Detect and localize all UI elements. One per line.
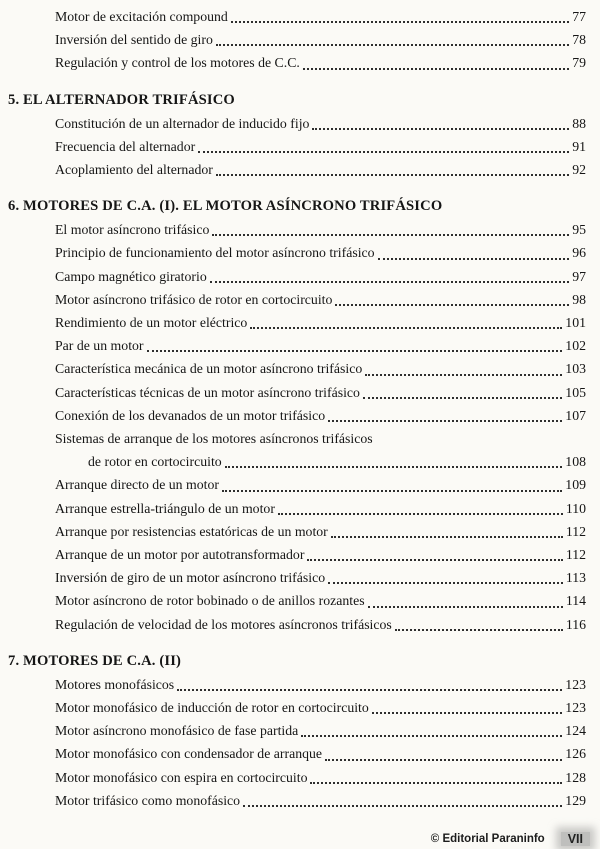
toc-section bbox=[8, 650, 586, 812]
dot-leader bbox=[307, 766, 565, 789]
toc-section bbox=[8, 195, 586, 636]
toc-entry bbox=[55, 288, 586, 311]
toc-entry-title: Arranque de un motor por autotransformador bbox=[55, 547, 305, 563]
toc-entry-title: Motor de excitación compound bbox=[55, 9, 228, 24]
toc-entry bbox=[55, 520, 586, 543]
toc-entry bbox=[55, 241, 586, 264]
dot-leader bbox=[298, 719, 565, 742]
toc-section bbox=[8, 89, 586, 182]
toc-entry-title: de rotor en cortocircuito bbox=[88, 454, 222, 470]
toc-entry-title: Motor monofásico con condensador de arranque bbox=[55, 746, 323, 762]
toc-entry-page: 102 bbox=[565, 338, 586, 354]
dot-leader bbox=[328, 520, 566, 543]
toc-entry-page: 116 bbox=[565, 616, 586, 632]
toc-entry-title: Motor asíncrono monofásico de fase partida bbox=[55, 723, 299, 739]
toc-entry bbox=[55, 543, 586, 566]
toc-entry-title: Constitución de un alternador de inducido fijo bbox=[55, 115, 310, 131]
toc-section bbox=[8, 5, 586, 75]
toc-entry-page: 77 bbox=[572, 9, 586, 24]
toc-entry bbox=[55, 789, 586, 812]
toc-entry bbox=[55, 613, 586, 636]
dot-leader bbox=[322, 742, 565, 765]
dot-leader bbox=[240, 789, 565, 812]
section-heading: 5. EL ALTERNADOR TRIFÁSICO bbox=[8, 91, 235, 108]
toc-entry bbox=[55, 5, 586, 28]
toc-entry bbox=[55, 497, 586, 520]
toc-entry-page: 98 bbox=[572, 291, 586, 307]
toc-entry bbox=[55, 473, 586, 496]
toc-entry-page: 97 bbox=[572, 268, 586, 284]
dot-leader bbox=[144, 334, 566, 357]
dot-leader bbox=[247, 311, 565, 334]
toc-entry bbox=[55, 334, 586, 357]
toc-entry-page: 128 bbox=[565, 769, 586, 785]
dot-leader bbox=[209, 218, 572, 241]
toc-entry-title: Frecuencia del alternador bbox=[55, 138, 196, 154]
dot-leader bbox=[228, 5, 572, 28]
table-of-contents bbox=[8, 5, 586, 812]
dot-leader bbox=[213, 28, 572, 51]
toc-entry-page: 79 bbox=[572, 55, 586, 71]
dot-leader bbox=[213, 158, 572, 181]
toc-entry-page: 103 bbox=[565, 361, 586, 377]
toc-entry bbox=[55, 265, 586, 288]
toc-entry-page: 105 bbox=[565, 384, 586, 400]
toc-entry-title: Rendimiento de un motor eléctrico bbox=[55, 315, 248, 331]
toc-entry-page: 113 bbox=[565, 570, 586, 586]
dot-leader bbox=[195, 135, 572, 158]
toc-entry-page: 123 bbox=[565, 676, 586, 692]
toc-entry-title: Principio de funcionamiento del motor asíncrono trifásico bbox=[55, 245, 375, 261]
toc-entry bbox=[88, 450, 586, 473]
dot-leader bbox=[222, 450, 566, 473]
toc-entry-page: 107 bbox=[565, 407, 586, 423]
toc-entry bbox=[55, 719, 586, 742]
toc-entry-page: 123 bbox=[565, 700, 586, 716]
toc-entry bbox=[55, 357, 586, 380]
toc-entry bbox=[55, 404, 586, 427]
toc-entry-title: Características técnicas de un motor asíncrono trifásico bbox=[55, 384, 360, 400]
dot-leader bbox=[174, 673, 565, 696]
toc-entry bbox=[55, 135, 586, 158]
toc-entry bbox=[55, 766, 586, 789]
section-heading: 7. MOTORES DE C.A. (II) bbox=[8, 652, 182, 669]
toc-entry bbox=[55, 158, 586, 181]
toc-entry-page: 110 bbox=[565, 500, 586, 516]
toc-entry-title: Arranque directo de un motor bbox=[55, 477, 219, 493]
toc-entry bbox=[55, 311, 586, 334]
dot-leader bbox=[275, 497, 566, 520]
toc-entry-title: El motor asíncrono trifásico bbox=[55, 222, 210, 238]
dot-leader bbox=[309, 112, 572, 135]
toc-entry-page: 129 bbox=[565, 792, 586, 808]
toc-entry-title: Motor monofásico con espira en cortocircuito bbox=[55, 769, 308, 785]
toc-entry bbox=[55, 427, 586, 450]
toc-entry-title: Inversión del sentido de giro bbox=[55, 32, 213, 48]
toc-entry-title: Par de un motor bbox=[55, 338, 144, 354]
toc-entry bbox=[55, 566, 586, 589]
toc-entry bbox=[55, 112, 586, 135]
toc-entry-title: Arranque estrella-triángulo de un motor bbox=[55, 500, 275, 516]
toc-entry-title: Inversión de giro de un motor asíncrono trifásico bbox=[55, 570, 326, 586]
page-footer bbox=[431, 832, 590, 846]
toc-entry-page: 78 bbox=[572, 32, 586, 48]
toc-entry bbox=[55, 589, 586, 612]
toc-entry-title: Motor monofásico de inducción de rotor en cortocircuito bbox=[55, 700, 369, 716]
toc-entry bbox=[55, 696, 586, 719]
dot-leader bbox=[304, 543, 565, 566]
toc-entry-title: Motores monofásicos bbox=[55, 676, 175, 692]
toc-entry bbox=[55, 381, 586, 404]
toc-entry-page: 96 bbox=[572, 245, 586, 261]
toc-entry-page: 112 bbox=[565, 523, 586, 539]
toc-entry-title: Campo magnético giratorio bbox=[55, 268, 207, 284]
toc-entry-title: Motor asíncrono trifásico de rotor en cortocircuito bbox=[55, 291, 333, 307]
toc-entry-page: 95 bbox=[572, 222, 586, 238]
toc-entry-page: 114 bbox=[565, 593, 586, 609]
toc-entry-page: 109 bbox=[565, 477, 586, 493]
section-heading: 6. MOTORES DE C.A. (I). EL MOTOR ASÍNCRONO TRIFÁSICO bbox=[8, 198, 443, 215]
toc-entry-title: Regulación de velocidad de los motores asíncronos trifásicos bbox=[55, 616, 392, 632]
dot-leader bbox=[300, 51, 572, 74]
dot-leader bbox=[325, 566, 566, 589]
toc-entry-title: Regulación y control de los motores de C.C. bbox=[55, 55, 300, 71]
toc-entry-page: 92 bbox=[572, 162, 586, 178]
dot-leader bbox=[219, 473, 565, 496]
dot-leader bbox=[365, 589, 566, 612]
toc-entry-page: 124 bbox=[565, 723, 586, 739]
toc-entry bbox=[55, 218, 586, 241]
dot-leader bbox=[375, 241, 573, 264]
dot-leader bbox=[392, 613, 566, 636]
toc-entry bbox=[55, 673, 586, 696]
copyright-text: © Editorial Paraninfo bbox=[430, 833, 545, 845]
toc-entry-page: 91 bbox=[572, 138, 586, 154]
toc-entry-title: Característica mecánica de un motor asíncrono trifásico bbox=[55, 361, 363, 377]
toc-entry-page: 101 bbox=[565, 315, 586, 331]
toc-entry-title: Acoplamiento del alternador bbox=[55, 162, 213, 178]
dot-leader bbox=[362, 357, 565, 380]
dot-leader bbox=[332, 288, 572, 311]
toc-entry bbox=[55, 742, 586, 765]
toc-entry bbox=[55, 51, 586, 74]
toc-entry bbox=[55, 28, 586, 51]
toc-entry-page: 126 bbox=[565, 746, 586, 762]
toc-entry-title: Arranque por resistencias estatóricas de un motor bbox=[55, 523, 328, 539]
dot-leader bbox=[369, 696, 566, 719]
page-number: VII bbox=[561, 832, 590, 846]
dot-leader bbox=[360, 381, 565, 404]
toc-entry-page: 88 bbox=[572, 115, 586, 131]
toc-entry-title: Motor asíncrono de rotor bobinado o de anillos rozantes bbox=[55, 593, 365, 609]
toc-entry-page: 108 bbox=[565, 454, 586, 470]
dot-leader bbox=[207, 265, 572, 288]
toc-entry-title: Motor trifásico como monofásico bbox=[55, 792, 241, 808]
dot-leader bbox=[325, 404, 565, 427]
toc-entry-title: Sistemas de arranque de los motores asíncronos trifásicos bbox=[55, 431, 373, 447]
toc-entry-title: Conexión de los devanados de un motor trifásico bbox=[55, 407, 326, 423]
toc-entry-page: 112 bbox=[565, 547, 586, 563]
